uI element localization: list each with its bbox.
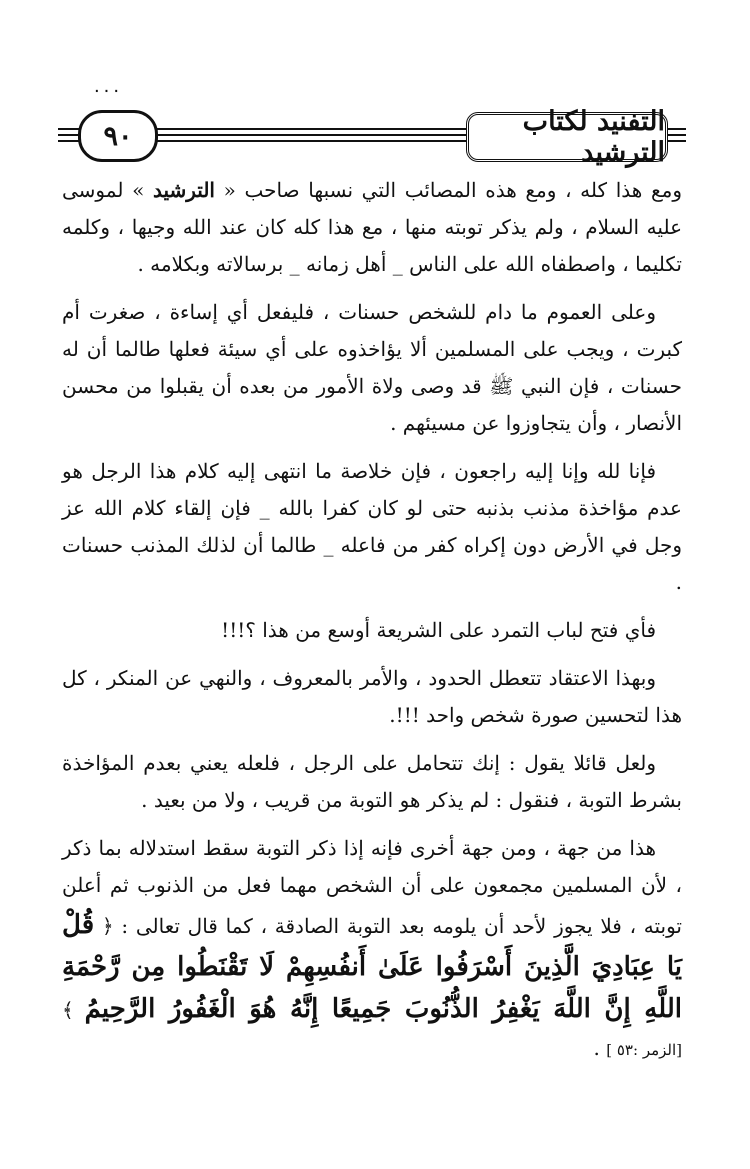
verse-reference: [الزمر :٥٣ ] (606, 1041, 682, 1059)
page-header (58, 80, 686, 168)
paragraph-4: فأي فتح لباب التمرد على الشريعة أوسع من هذا ؟!!! (221, 618, 656, 642)
paragraph-6: ولعل قائلا يقول : إنك تتحامل على الرجل ، فلعله يعني بعدم المؤاخذة بشرط التوبة ، فنقول : لم يذكر هو التوبة من قريب ، ولا من بعيد . (62, 751, 682, 812)
bold-term: الترشيد (152, 178, 215, 202)
quran-verse: قُلْ يَا عِبَادِيَ الَّذِينَ أَسْرَفُوا عَلَىٰ أَنفُسِهِمْ لَا تَقْنَطُوا مِن رَّحْمَةِ اللَّهِ إِنَّ اللَّهَ يَغْفِرُ الذُّنُوبَ جَمِيعًا إِنَّهُ هُوَ الْغَفُورُ الرَّحِيمُ (62, 910, 683, 1024)
running-title: التفنيد لكتاب الترشيد (466, 112, 668, 162)
page-body (62, 172, 682, 1080)
page-number: ٩٠ (78, 110, 158, 162)
header-mark: ٠٠٠ (92, 80, 122, 101)
paragraph-7: هذا من جهة ، ومن جهة أخرى فإنه إذا ذكر التوبة سقط استدلاله بما ذكر ، لأن المسلمين مجمعون على أن الشخص مهما فعل من الذنوب ثم أعلن توبته ، فلا يجوز لأحد أن يلومه بعد التوبة الصادقة ، كما قال تعالى : ﴿ قُلْ يَا عِبَادِيَ الَّذِينَ أَسْرَفُوا عَلَىٰ أَنفُسِهِمْ لَا تَقْنَطُوا مِن رَّحْمَةِ اللَّهِ إِنَّ اللَّهَ يَغْفِرُ الذُّنُوبَ جَمِيعًا إِنَّهُ هُوَ الْغَفُورُ الرَّحِيمُ ﴾ [الزمر :٥٣ ] . (62, 836, 683, 1060)
paragraph-5: وبهذا الاعتقاد تتعطل الحدود ، والأمر بالمعروف ، والنهي عن المنكر ، كل هذا لتحسين صورة شخص واحد !!!. (62, 666, 682, 727)
paragraph-2: وعلى العموم ما دام للشخص حسنات ، فليفعل أي إساءة ، صغرت أم كبرت ، ويجب على المسلمين ألا يؤاخذوه على أي سيئة فعلها طالما أن له حسنات ، فإن النبي ﷺ قد وصى ولاة الأمور من بعده أن يقبلوا من محسن الأنصار ، وأن يتجاوزوا عن مسيئهم . (62, 300, 682, 435)
paragraph-3: فإنا لله وإنا إليه راجعون ، فإن خلاصة ما انتهى إليه كلام هذا الرجل هو عدم مؤاخذة مذنب بذنبه حتى لو كان كفرا بالله _ فإن إلقاء كلام الله عز وجل في الأرض دون إكراه كفر من فاعله _ طالما أن لذلك المذنب حسنات . (62, 459, 682, 594)
paragraph-1: ومع هذا كله ، ومع هذه المصائب التي نسبها صاحب « الترشيد » لموسى عليه السلام ، ولم يذكر توبته منها ، مع هذا كله كان عند الله وجيها ، وكلمه تكليما ، واصطفاه الله على الناس _ أهل زمانه _ برسالاته وبكلامه . (62, 178, 682, 276)
